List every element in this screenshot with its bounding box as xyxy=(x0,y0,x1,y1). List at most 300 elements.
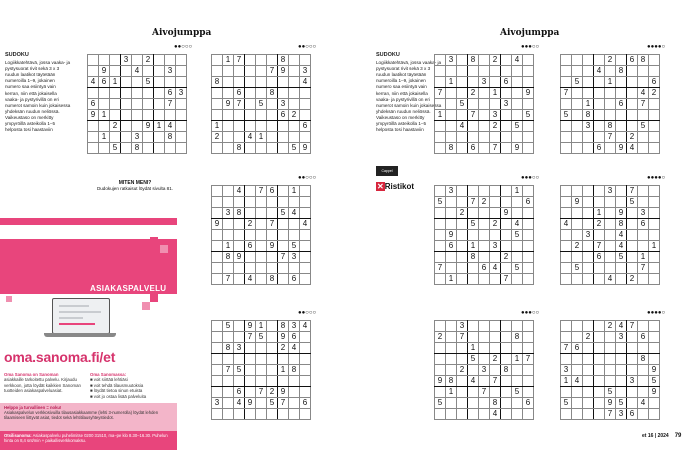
sudoku-cell[interactable]: 2 xyxy=(490,55,501,66)
sudoku-grid[interactable] xyxy=(434,320,531,418)
sudoku-cell[interactable] xyxy=(627,252,638,263)
sudoku-cell[interactable] xyxy=(561,332,572,343)
sudoku-cell[interactable]: 3 xyxy=(289,321,300,332)
sudoku-cell[interactable] xyxy=(649,121,660,132)
sudoku-cell[interactable]: 4 xyxy=(245,132,256,143)
sudoku-cell[interactable] xyxy=(561,186,572,197)
sudoku-cell[interactable] xyxy=(176,77,187,88)
sudoku-cell[interactable] xyxy=(446,398,457,409)
sudoku-cell[interactable] xyxy=(212,376,223,387)
sudoku-cell[interactable] xyxy=(627,110,638,121)
sudoku-grid[interactable] xyxy=(560,320,657,418)
sudoku-cell[interactable] xyxy=(605,66,616,77)
sudoku-cell[interactable] xyxy=(256,230,267,241)
sudoku-cell[interactable] xyxy=(99,121,110,132)
sudoku-cell[interactable] xyxy=(300,263,311,274)
sudoku-cell[interactable]: 5 xyxy=(572,263,583,274)
sudoku-cell[interactable] xyxy=(176,121,187,132)
sudoku-cell[interactable]: 8 xyxy=(616,66,627,77)
sudoku-cell[interactable]: 3 xyxy=(176,88,187,99)
sudoku-cell[interactable]: 3 xyxy=(234,343,245,354)
sudoku-cell[interactable]: 8 xyxy=(223,252,234,263)
sudoku-cell[interactable] xyxy=(223,332,234,343)
sudoku-cell[interactable] xyxy=(446,252,457,263)
sudoku-cell[interactable]: 1 xyxy=(99,132,110,143)
sudoku-cell[interactable] xyxy=(523,387,534,398)
sudoku-cell[interactable] xyxy=(110,99,121,110)
sudoku-cell[interactable] xyxy=(154,55,165,66)
sudoku-cell[interactable] xyxy=(143,143,154,154)
sudoku-cell[interactable] xyxy=(165,77,176,88)
sudoku-cell[interactable] xyxy=(583,343,594,354)
sudoku-cell[interactable] xyxy=(583,219,594,230)
sudoku-cell[interactable] xyxy=(278,376,289,387)
sudoku-cell[interactable]: 7 xyxy=(278,398,289,409)
sudoku-cell[interactable] xyxy=(512,398,523,409)
sudoku-cell[interactable] xyxy=(245,143,256,154)
sudoku-cell[interactable]: 1 xyxy=(512,186,523,197)
sudoku-cell[interactable] xyxy=(561,132,572,143)
sudoku-cell[interactable] xyxy=(300,241,311,252)
sudoku-cell[interactable] xyxy=(256,376,267,387)
sudoku-cell[interactable] xyxy=(289,263,300,274)
sudoku-cell[interactable] xyxy=(649,197,660,208)
sudoku-cell[interactable] xyxy=(300,88,311,99)
sudoku-cell[interactable] xyxy=(649,219,660,230)
sudoku-cell[interactable]: 2 xyxy=(278,343,289,354)
sudoku-cell[interactable] xyxy=(234,321,245,332)
sudoku-cell[interactable]: 3 xyxy=(583,121,594,132)
sudoku-cell[interactable]: 9 xyxy=(245,321,256,332)
sudoku-cell[interactable] xyxy=(468,132,479,143)
sudoku-cell[interactable]: 9 xyxy=(278,66,289,77)
sudoku-cell[interactable] xyxy=(468,409,479,420)
sudoku-cell[interactable] xyxy=(212,241,223,252)
sudoku-cell[interactable] xyxy=(212,343,223,354)
sudoku-cell[interactable] xyxy=(627,332,638,343)
sudoku-cell[interactable]: 8 xyxy=(234,143,245,154)
sudoku-cell[interactable]: 9 xyxy=(245,398,256,409)
sudoku-cell[interactable] xyxy=(300,332,311,343)
sudoku-grid[interactable] xyxy=(434,185,531,283)
sudoku-cell[interactable] xyxy=(605,365,616,376)
sudoku-cell[interactable] xyxy=(627,398,638,409)
sudoku-cell[interactable] xyxy=(99,88,110,99)
sudoku-cell[interactable] xyxy=(289,77,300,88)
sudoku-cell[interactable] xyxy=(468,321,479,332)
sudoku-cell[interactable] xyxy=(267,55,278,66)
sudoku-cell[interactable] xyxy=(638,77,649,88)
sudoku-cell[interactable] xyxy=(605,252,616,263)
sudoku-cell[interactable] xyxy=(132,55,143,66)
sudoku-cell[interactable]: 2 xyxy=(245,219,256,230)
sudoku-cell[interactable] xyxy=(594,197,605,208)
sudoku-cell[interactable] xyxy=(223,197,234,208)
sudoku-cell[interactable] xyxy=(583,387,594,398)
sudoku-cell[interactable] xyxy=(479,121,490,132)
sudoku-cell[interactable]: 3 xyxy=(479,365,490,376)
sudoku-cell[interactable]: 5 xyxy=(649,376,660,387)
sudoku-cell[interactable]: 1 xyxy=(638,252,649,263)
sudoku-cell[interactable] xyxy=(649,186,660,197)
sudoku-cell[interactable]: 8 xyxy=(468,55,479,66)
sudoku-cell[interactable] xyxy=(88,143,99,154)
sudoku-cell[interactable] xyxy=(583,66,594,77)
sudoku-cell[interactable] xyxy=(88,66,99,77)
sudoku-cell[interactable]: 4 xyxy=(300,77,311,88)
sudoku-cell[interactable]: 4 xyxy=(490,263,501,274)
sudoku-cell[interactable] xyxy=(289,398,300,409)
sudoku-cell[interactable] xyxy=(501,343,512,354)
sudoku-cell[interactable]: 2 xyxy=(490,354,501,365)
sudoku-cell[interactable] xyxy=(616,121,627,132)
sudoku-cell[interactable] xyxy=(267,263,278,274)
sudoku-cell[interactable]: 3 xyxy=(289,252,300,263)
sudoku-cell[interactable] xyxy=(490,66,501,77)
sudoku-cell[interactable] xyxy=(490,365,501,376)
sudoku-cell[interactable]: 5 xyxy=(110,143,121,154)
sudoku-cell[interactable]: 5 xyxy=(256,332,267,343)
sudoku-cell[interactable] xyxy=(523,321,534,332)
sudoku-cell[interactable]: 5 xyxy=(512,263,523,274)
sudoku-cell[interactable] xyxy=(212,143,223,154)
sudoku-cell[interactable] xyxy=(176,99,187,110)
sudoku-cell[interactable] xyxy=(212,365,223,376)
sudoku-cell[interactable] xyxy=(267,409,278,420)
sudoku-cell[interactable] xyxy=(501,143,512,154)
sudoku-cell[interactable] xyxy=(512,77,523,88)
sudoku-cell[interactable] xyxy=(605,332,616,343)
sudoku-cell[interactable] xyxy=(165,110,176,121)
sudoku-cell[interactable] xyxy=(267,321,278,332)
sudoku-cell[interactable]: 3 xyxy=(446,186,457,197)
sudoku-cell[interactable]: 2 xyxy=(605,321,616,332)
sudoku-cell[interactable] xyxy=(594,55,605,66)
sudoku-cell[interactable]: 6 xyxy=(267,186,278,197)
sudoku-cell[interactable] xyxy=(583,398,594,409)
sudoku-cell[interactable] xyxy=(278,263,289,274)
sudoku-cell[interactable]: 6 xyxy=(501,77,512,88)
sudoku-cell[interactable] xyxy=(523,343,534,354)
sudoku-cell[interactable] xyxy=(143,132,154,143)
sudoku-cell[interactable] xyxy=(256,77,267,88)
sudoku-cell[interactable] xyxy=(594,88,605,99)
sudoku-cell[interactable] xyxy=(88,132,99,143)
sudoku-cell[interactable]: 9 xyxy=(501,208,512,219)
sudoku-cell[interactable] xyxy=(561,321,572,332)
sudoku-cell[interactable] xyxy=(605,263,616,274)
sudoku-cell[interactable] xyxy=(457,387,468,398)
sudoku-cell[interactable] xyxy=(501,197,512,208)
sudoku-cell[interactable] xyxy=(435,132,446,143)
sudoku-cell[interactable] xyxy=(278,197,289,208)
sudoku-cell[interactable]: 9 xyxy=(212,219,223,230)
sudoku-cell[interactable]: 4 xyxy=(512,219,523,230)
sudoku-cell[interactable] xyxy=(523,252,534,263)
sudoku-cell[interactable] xyxy=(457,343,468,354)
sudoku-cell[interactable] xyxy=(256,55,267,66)
sudoku-cell[interactable]: 3 xyxy=(212,398,223,409)
sudoku-cell[interactable] xyxy=(245,55,256,66)
sudoku-cell[interactable] xyxy=(523,365,534,376)
sudoku-cell[interactable] xyxy=(132,110,143,121)
sudoku-cell[interactable] xyxy=(289,55,300,66)
sudoku-cell[interactable]: 4 xyxy=(245,274,256,285)
sudoku-cell[interactable] xyxy=(561,252,572,263)
sudoku-cell[interactable] xyxy=(88,88,99,99)
sudoku-cell[interactable] xyxy=(583,88,594,99)
sudoku-cell[interactable] xyxy=(446,110,457,121)
sudoku-cell[interactable]: 4 xyxy=(88,77,99,88)
sudoku-cell[interactable]: 5 xyxy=(627,197,638,208)
sudoku-cell[interactable] xyxy=(583,409,594,420)
sudoku-cell[interactable] xyxy=(561,121,572,132)
sudoku-cell[interactable] xyxy=(479,110,490,121)
sudoku-cell[interactable]: 5 xyxy=(561,398,572,409)
sudoku-cell[interactable] xyxy=(572,219,583,230)
sudoku-cell[interactable] xyxy=(289,197,300,208)
sudoku-cell[interactable]: 2 xyxy=(572,241,583,252)
sudoku-cell[interactable] xyxy=(616,186,627,197)
sudoku-cell[interactable] xyxy=(572,132,583,143)
sudoku-cell[interactable]: 8 xyxy=(278,321,289,332)
sudoku-cell[interactable] xyxy=(457,376,468,387)
sudoku-cell[interactable] xyxy=(479,55,490,66)
sudoku-cell[interactable]: 4 xyxy=(616,230,627,241)
sudoku-cell[interactable]: 1 xyxy=(223,241,234,252)
sudoku-cell[interactable] xyxy=(583,186,594,197)
sudoku-cell[interactable] xyxy=(256,121,267,132)
sudoku-cell[interactable] xyxy=(446,132,457,143)
sudoku-cell[interactable]: 8 xyxy=(446,376,457,387)
sudoku-cell[interactable] xyxy=(289,409,300,420)
sudoku-cell[interactable] xyxy=(212,332,223,343)
sudoku-cell[interactable] xyxy=(490,132,501,143)
sudoku-cell[interactable] xyxy=(457,77,468,88)
sudoku-cell[interactable]: 6 xyxy=(88,99,99,110)
sudoku-cell[interactable]: 4 xyxy=(616,241,627,252)
sudoku-cell[interactable] xyxy=(501,110,512,121)
sudoku-cell[interactable]: 3 xyxy=(605,186,616,197)
sudoku-cell[interactable] xyxy=(523,409,534,420)
sudoku-cell[interactable] xyxy=(234,132,245,143)
sudoku-cell[interactable] xyxy=(523,99,534,110)
sudoku-cell[interactable] xyxy=(561,208,572,219)
sudoku-cell[interactable] xyxy=(479,376,490,387)
sudoku-cell[interactable] xyxy=(457,186,468,197)
sudoku-cell[interactable] xyxy=(256,252,267,263)
ad-url[interactable]: oma.sanoma.fi/et xyxy=(4,349,116,365)
sudoku-cell[interactable]: 3 xyxy=(638,208,649,219)
sudoku-cell[interactable] xyxy=(110,132,121,143)
sudoku-cell[interactable] xyxy=(616,77,627,88)
sudoku-cell[interactable]: 4 xyxy=(289,343,300,354)
sudoku-cell[interactable]: 4 xyxy=(627,143,638,154)
sudoku-cell[interactable]: 9 xyxy=(649,387,660,398)
sudoku-cell[interactable] xyxy=(278,354,289,365)
sudoku-cell[interactable] xyxy=(616,365,627,376)
sudoku-cell[interactable] xyxy=(627,343,638,354)
sudoku-cell[interactable] xyxy=(212,66,223,77)
sudoku-cell[interactable]: 2 xyxy=(490,121,501,132)
sudoku-cell[interactable] xyxy=(512,208,523,219)
sudoku-cell[interactable] xyxy=(435,121,446,132)
sudoku-cell[interactable]: 8 xyxy=(583,110,594,121)
sudoku-cell[interactable]: 7 xyxy=(234,99,245,110)
sudoku-cell[interactable] xyxy=(512,321,523,332)
sudoku-cell[interactable] xyxy=(627,77,638,88)
sudoku-cell[interactable] xyxy=(223,121,234,132)
sudoku-cell[interactable] xyxy=(245,197,256,208)
sudoku-cell[interactable] xyxy=(223,263,234,274)
sudoku-cell[interactable] xyxy=(468,263,479,274)
sudoku-cell[interactable]: 4 xyxy=(300,321,311,332)
sudoku-cell[interactable]: 9 xyxy=(278,332,289,343)
sudoku-cell[interactable]: 4 xyxy=(605,274,616,285)
sudoku-cell[interactable]: 6 xyxy=(594,252,605,263)
sudoku-cell[interactable]: 5 xyxy=(143,77,154,88)
sudoku-cell[interactable] xyxy=(512,132,523,143)
sudoku-cell[interactable] xyxy=(165,143,176,154)
sudoku-cell[interactable] xyxy=(627,263,638,274)
sudoku-cell[interactable]: 6 xyxy=(468,143,479,154)
sudoku-cell[interactable] xyxy=(132,121,143,132)
sudoku-cell[interactable] xyxy=(605,197,616,208)
sudoku-cell[interactable]: 7 xyxy=(468,197,479,208)
sudoku-cell[interactable] xyxy=(457,274,468,285)
sudoku-cell[interactable]: 1 xyxy=(256,321,267,332)
sudoku-cell[interactable]: 5 xyxy=(616,398,627,409)
sudoku-cell[interactable] xyxy=(212,197,223,208)
sudoku-cell[interactable] xyxy=(572,321,583,332)
sudoku-cell[interactable] xyxy=(561,387,572,398)
sudoku-cell[interactable] xyxy=(468,121,479,132)
sudoku-cell[interactable] xyxy=(561,99,572,110)
sudoku-cell[interactable] xyxy=(278,77,289,88)
sudoku-cell[interactable] xyxy=(289,88,300,99)
sudoku-cell[interactable]: 1 xyxy=(512,354,523,365)
sudoku-cell[interactable] xyxy=(468,398,479,409)
sudoku-cell[interactable]: 8 xyxy=(165,132,176,143)
sudoku-cell[interactable] xyxy=(523,186,534,197)
sudoku-cell[interactable] xyxy=(132,77,143,88)
sudoku-cell[interactable] xyxy=(523,332,534,343)
sudoku-cell[interactable] xyxy=(457,197,468,208)
sudoku-cell[interactable] xyxy=(234,274,245,285)
sudoku-cell[interactable] xyxy=(583,241,594,252)
sudoku-cell[interactable] xyxy=(561,55,572,66)
sudoku-cell[interactable]: 2 xyxy=(212,132,223,143)
sudoku-cell[interactable] xyxy=(468,332,479,343)
sudoku-cell[interactable]: 6 xyxy=(165,88,176,99)
sudoku-cell[interactable] xyxy=(234,241,245,252)
sudoku-cell[interactable] xyxy=(245,110,256,121)
sudoku-cell[interactable] xyxy=(572,121,583,132)
sudoku-cell[interactable] xyxy=(245,208,256,219)
sudoku-cell[interactable] xyxy=(594,186,605,197)
sudoku-cell[interactable]: 3 xyxy=(457,321,468,332)
sudoku-cell[interactable]: 6 xyxy=(638,332,649,343)
sudoku-cell[interactable]: 4 xyxy=(594,66,605,77)
sudoku-cell[interactable] xyxy=(561,230,572,241)
sudoku-cell[interactable] xyxy=(572,230,583,241)
sudoku-cell[interactable] xyxy=(523,230,534,241)
sudoku-cell[interactable] xyxy=(572,354,583,365)
sudoku-cell[interactable] xyxy=(490,387,501,398)
sudoku-cell[interactable] xyxy=(289,354,300,365)
sudoku-cell[interactable]: 3 xyxy=(132,132,143,143)
sudoku-cell[interactable]: 6 xyxy=(627,409,638,420)
sudoku-cell[interactable] xyxy=(649,230,660,241)
sudoku-cell[interactable] xyxy=(649,252,660,263)
sudoku-cell[interactable] xyxy=(154,132,165,143)
sudoku-cell[interactable] xyxy=(300,409,311,420)
sudoku-cell[interactable]: 8 xyxy=(446,143,457,154)
sudoku-cell[interactable]: 4 xyxy=(561,219,572,230)
sudoku-cell[interactable] xyxy=(583,321,594,332)
sudoku-cell[interactable] xyxy=(132,99,143,110)
sudoku-cell[interactable]: 5 xyxy=(512,387,523,398)
sudoku-cell[interactable] xyxy=(435,321,446,332)
sudoku-cell[interactable]: 3 xyxy=(616,409,627,420)
sudoku-cell[interactable] xyxy=(212,230,223,241)
sudoku-cell[interactable] xyxy=(223,230,234,241)
sudoku-cell[interactable]: 1 xyxy=(256,132,267,143)
sudoku-cell[interactable] xyxy=(154,143,165,154)
sudoku-cell[interactable] xyxy=(649,263,660,274)
sudoku-cell[interactable] xyxy=(446,99,457,110)
sudoku-cell[interactable] xyxy=(278,241,289,252)
sudoku-cell[interactable] xyxy=(300,99,311,110)
sudoku-cell[interactable] xyxy=(605,376,616,387)
sudoku-cell[interactable] xyxy=(638,376,649,387)
sudoku-cell[interactable] xyxy=(446,66,457,77)
sudoku-cell[interactable] xyxy=(121,77,132,88)
sudoku-cell[interactable] xyxy=(627,387,638,398)
sudoku-cell[interactable] xyxy=(234,197,245,208)
sudoku-cell[interactable] xyxy=(605,230,616,241)
sudoku-cell[interactable]: 4 xyxy=(616,321,627,332)
sudoku-cell[interactable]: 9 xyxy=(649,365,660,376)
sudoku-cell[interactable] xyxy=(583,55,594,66)
sudoku-cell[interactable] xyxy=(616,55,627,66)
sudoku-cell[interactable] xyxy=(616,88,627,99)
sudoku-cell[interactable]: 6 xyxy=(99,77,110,88)
sudoku-cell[interactable] xyxy=(256,66,267,77)
sudoku-cell[interactable] xyxy=(501,263,512,274)
sudoku-cell[interactable]: 2 xyxy=(110,121,121,132)
sudoku-cell[interactable]: 2 xyxy=(627,274,638,285)
sudoku-cell[interactable] xyxy=(561,354,572,365)
sudoku-cell[interactable] xyxy=(99,55,110,66)
sudoku-cell[interactable]: 5 xyxy=(561,110,572,121)
sudoku-cell[interactable] xyxy=(512,343,523,354)
sudoku-cell[interactable] xyxy=(616,197,627,208)
sudoku-cell[interactable] xyxy=(649,132,660,143)
sudoku-cell[interactable]: 9 xyxy=(223,99,234,110)
sudoku-cell[interactable] xyxy=(638,387,649,398)
sudoku-cell[interactable]: 5 xyxy=(638,121,649,132)
sudoku-cell[interactable] xyxy=(479,241,490,252)
sudoku-cell[interactable]: 7 xyxy=(561,343,572,354)
sudoku-cell[interactable] xyxy=(501,387,512,398)
sudoku-cell[interactable]: 3 xyxy=(490,110,501,121)
sudoku-grid[interactable] xyxy=(211,54,308,152)
sudoku-cell[interactable] xyxy=(649,321,660,332)
sudoku-cell[interactable] xyxy=(446,343,457,354)
sudoku-cell[interactable] xyxy=(435,409,446,420)
sudoku-cell[interactable] xyxy=(616,263,627,274)
